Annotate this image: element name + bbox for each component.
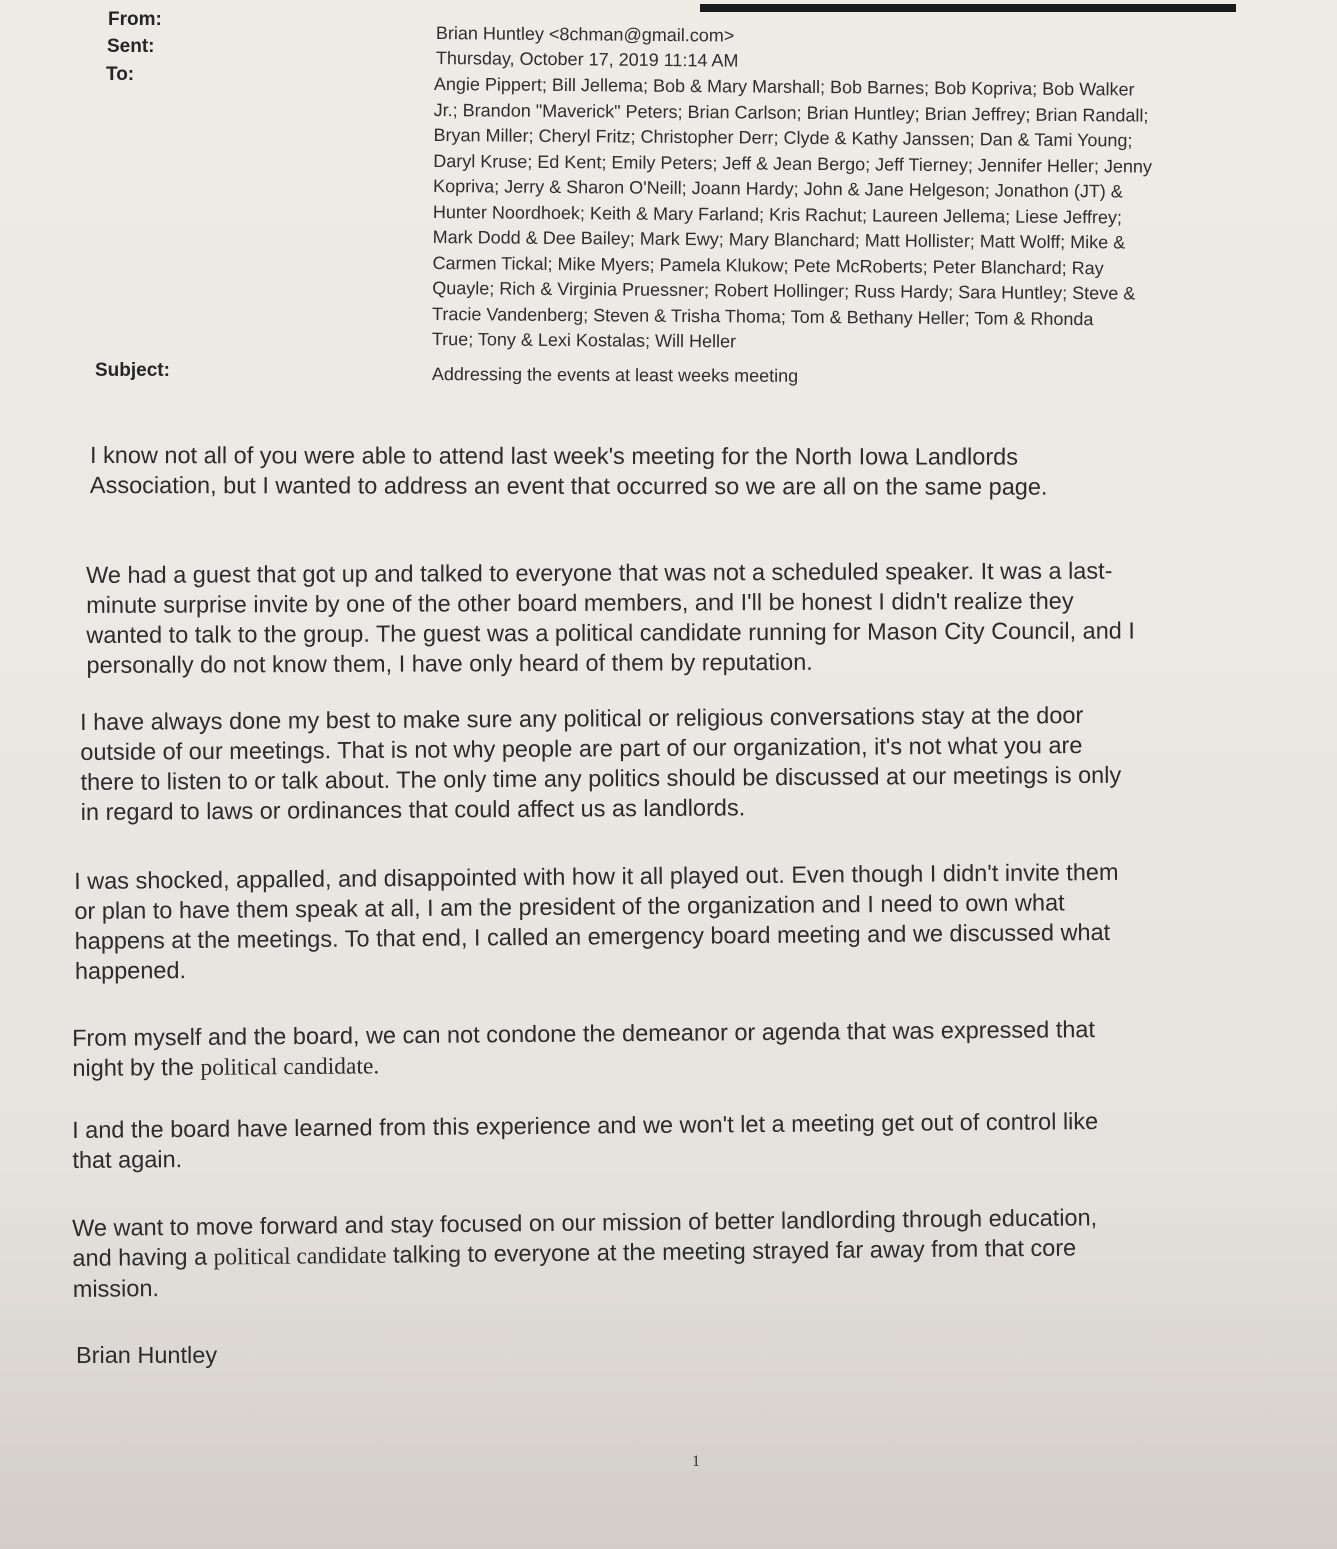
- body-line: wanted to talk to the group. The guest was a political candidate running for Mason City Council, and I: [86, 617, 1135, 648]
- signature-name: Brian Huntley: [76, 1342, 218, 1368]
- recipient-line: Kopriva; Jerry & Sharon O'Neill; Joann Hardy; John & Jane Helgeson; Jonathon (JT) &: [433, 175, 1123, 202]
- body-fragment-serif: political candidate: [213, 1242, 387, 1271]
- to-recipients: [432, 72, 1246, 359]
- body-fragment: talking to everyone at the meeting strayed far away from that core: [386, 1234, 1077, 1268]
- recipient-line: Daryl Kruse; Ed Kent; Emily Peters; Jeff & Jean Bergo; Jeff Tierney; Jennifer Heller; Jenny: [433, 150, 1153, 177]
- body-line: personally do not know them, I have only heard of them by reputation.: [86, 648, 813, 678]
- subject-value: Addressing the events at least weeks meeting: [431, 363, 799, 386]
- paragraph-3: [80, 700, 1121, 827]
- body-fragment: night by the: [72, 1053, 201, 1081]
- body-line: mission.: [72, 1275, 160, 1302]
- from-value: Brian Huntley <8chman@gmail.com>: [435, 22, 735, 46]
- recipient-line: Hunter Noordhoek; Keith & Mary Farland; Kris Rachut; Laureen Jellema; Liese Jeffrey;: [432, 201, 1122, 227]
- body-line: I have always done my best to make sure any political or religious conversations stay at the door: [80, 701, 1084, 735]
- subject-label: Subject:: [95, 360, 170, 381]
- body-fragment-serif: political candidate.: [200, 1053, 380, 1081]
- page-number: 1: [692, 1453, 700, 1470]
- paragraph-5: [72, 1014, 1095, 1084]
- body-line: there to listen to or talk about. The only time any politics should be discussed at our meetings is only: [80, 761, 1122, 795]
- body-line: or plan to have them speak at all, I am the president of the organization and I need to own what: [74, 889, 1065, 924]
- sent-value: Thursday, October 17, 2019 11:14 AM: [435, 47, 739, 71]
- recipient-line: Jr.; Brandon "Maverick" Peters; Brian Carlson; Brian Huntley; Brian Jeffrey; Brian Randall;: [433, 99, 1149, 126]
- body-line: We want to move forward and stay focused on our mission of better landlording through education,: [72, 1204, 1098, 1241]
- to-label: To:: [106, 64, 135, 85]
- paragraph-7: [72, 1202, 1098, 1304]
- recipient-line: True; Tony & Lexi Kostalas; Will Heller: [431, 328, 737, 352]
- body-line: Association, but I wanted to address an event that occurred so we are all on the same page.: [89, 471, 1048, 500]
- recipient-line: Tracie Vandenberg; Steven & Trisha Thoma; Tom & Bethany Heller; Tom & Rhonda: [432, 303, 1094, 329]
- from-label: From:: [108, 9, 162, 30]
- body-line: From myself and the board, we can not condone the demeanor or agenda that was expressed that: [72, 1016, 1096, 1051]
- body-line: I was shocked, appalled, and disappointed with how it all played out. Even though I didn't invite them: [74, 858, 1119, 894]
- body-line: outside of our meetings. That is not why people are part of our organization, it's not what you are: [80, 732, 1083, 765]
- recipient-line: Mark Dodd & Dee Bailey; Mark Ewy; Mary Blanchard; Matt Hollister; Matt Wolff; Mike &: [432, 226, 1126, 253]
- paragraph-2: [86, 555, 1135, 680]
- body-line: minute surprise invite by one of the other board members, and I'll be honest I didn't realize they: [86, 587, 1074, 618]
- body-line: that again.: [72, 1146, 183, 1173]
- body-line: We had a guest that got up and talked to everyone that was not a scheduled speaker. It was a last-: [86, 557, 1113, 588]
- recipient-line: Quayle; Rich & Virginia Pruessner; Robert Hollinger; Russ Hardy; Sara Huntley; Steve &: [432, 277, 1136, 304]
- body-line: happened.: [74, 957, 187, 984]
- recipient-line: Bryan Miller; Cheryl Fritz; Christopher Derr; Clyde & Kathy Janssen; Dan & Tami Young;: [433, 124, 1133, 151]
- paragraph-4: [74, 857, 1119, 986]
- paragraph-1: [90, 440, 1048, 502]
- body-line: in regard to laws or ordinances that could affect us as landlords.: [80, 794, 746, 825]
- recipient-line: Carmen Tickal; Mike Myers; Pamela Klukow; Pete McRoberts; Peter Blanchard; Ray: [432, 252, 1104, 278]
- body-line: I and the board have learned from this experience and we won't let a meeting get out of control like: [72, 1108, 1099, 1143]
- sent-label: Sent:: [107, 36, 155, 57]
- body-fragment: and having a: [72, 1243, 214, 1271]
- body-line: I know not all of you were able to attend last week's meeting for the North Iowa Landlords: [89, 442, 1019, 470]
- body-line: happens at the meetings. To that end, I called an emergency board meeting and we discussed what: [74, 918, 1111, 954]
- top-rule: [700, 4, 1236, 12]
- paragraph-6: [72, 1106, 1099, 1175]
- recipient-line: Angie Pippert; Bill Jellema; Bob & Mary Marshall; Bob Barnes; Bob Kopriva; Bob Walker: [433, 73, 1135, 100]
